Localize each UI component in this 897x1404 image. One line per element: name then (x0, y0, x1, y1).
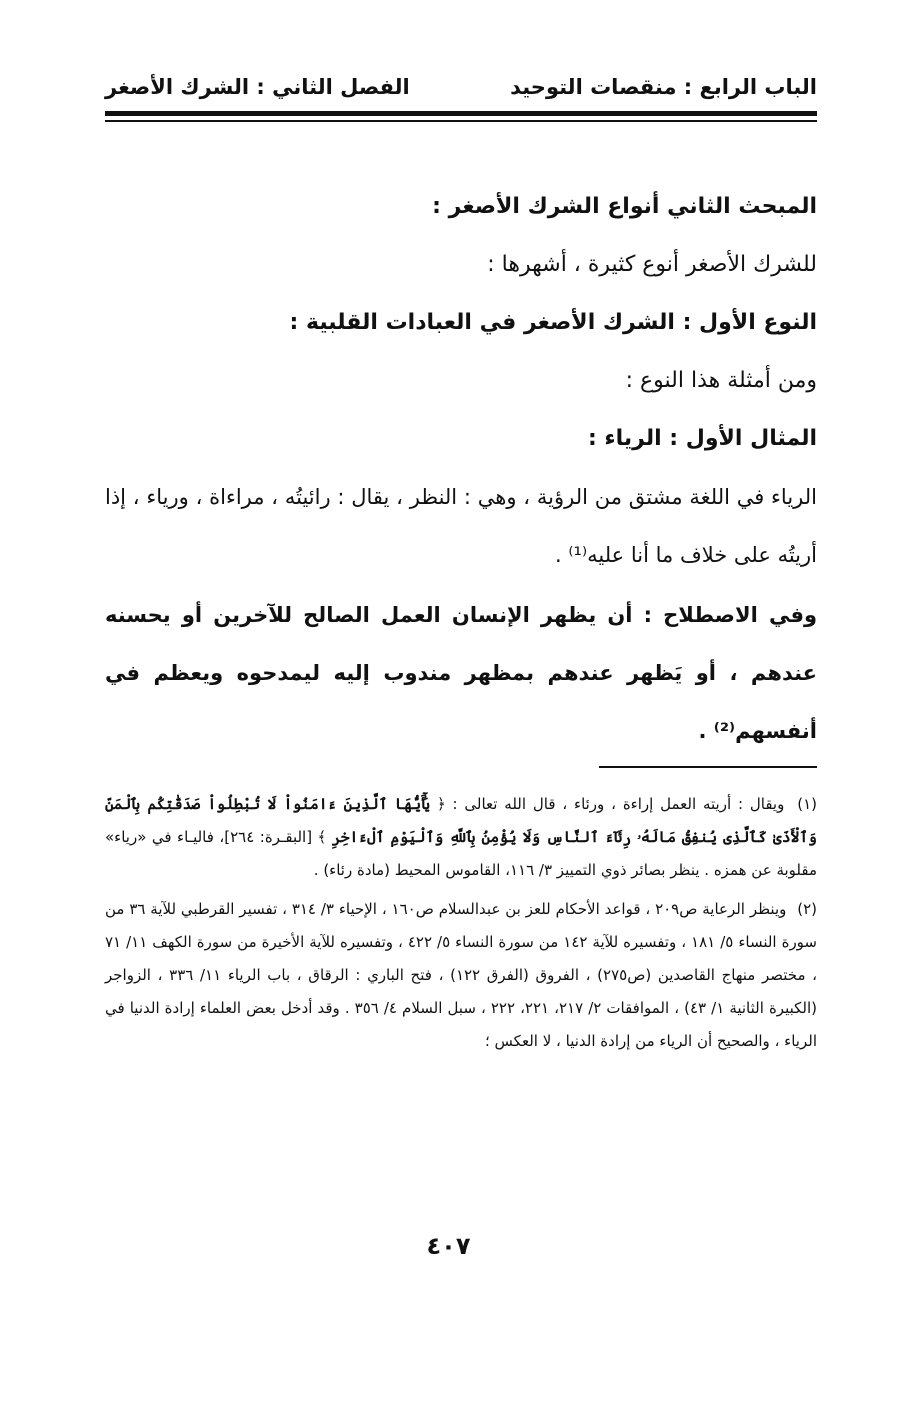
footnote-separator (599, 766, 817, 768)
section-heading: المبحث الثاني أنواع الشرك الأصغر : (432, 194, 817, 219)
header-chapter-title: الباب الرابع : منقصات التوحيد (510, 75, 817, 99)
footnotes (105, 788, 817, 1064)
example-one-heading: المثال الأول : الرياء : (587, 426, 817, 451)
header-section-title: الفصل الثاني : الشرك الأصغر (105, 75, 410, 99)
footnote-text: وينظر الرعاية ص٢٠٩ ، قواعد الأحكام للعز بن عبدالسلام ص١٦٠ ، الإحياء ٣/ ٣١٤ ، تفسير القرطبي للآية ٣٦ من سورة النساء ٥/ ١٨١ ، وتفسيره للآية ١٤٢ من سورة النساء ٥/ ٤٢٢ ، وتفسيره للآية الأخيرة من سورة الكهف ١١/ ٧١ ، مختصر منهاج القاصدين (ص٢٧٥) ، الفروق (الفرق ١٢٢) ، فتح الباري : الرقاق ، باب الرياء ١١/ ٣٣٦ ، الزواجر (الكبيرة الثانية ١/ ٤٣) ، الموافقات ٢/ ٢١٧، ٢٢١، ٢٢٢ ، سبل السلام ٤/ ٣٥٦ . وقد أدخل بعض العلماء إرادة الدنيا في الرياء ، والصحيح أن الرياء من إرادة الدنيا ، لا العكس ؛ (105, 900, 818, 1050)
main-text (105, 178, 817, 760)
linguistic-definition: الرياء في اللغة مشتق من الرؤية ، وهي : النظر ، يقال : رائيتُه ، مراءاة ، ورياء ، إذا أريتُه على خلاف ما أنا عليه⁽¹⁾ . (105, 485, 817, 567)
footnote-number: (١) (797, 795, 817, 813)
footnote-1 (105, 788, 817, 887)
footnote-number: (٢) (797, 900, 817, 918)
header-rule-thin (105, 120, 817, 122)
running-header (105, 70, 817, 104)
footnote-text: ﴾ [البقـرة: ٢٦٤]، فاليـاء في «رياء» مقلوبة عن همزه . ينظر بصائر ذوي التمييز ٣/ ١١٦، القاموس المحيط (مادة رئاء) . (105, 828, 817, 879)
page-number: ٤٠٧ (426, 1232, 471, 1260)
footnote-text: ويقال : أريته العمل إراءة ، ورئاء ، قال الله تعالى : ﴿ (436, 795, 785, 813)
header-rule-thick (105, 111, 817, 116)
type-one-heading: النوع الأول : الشرك الأصغر في العبادات القلبية : (289, 310, 817, 335)
technical-definition: وفي الاصطلاح : أن يظهر الإنسان العمل الصالح للآخرين أو يحسنه عندهم ، أو يَظهر عندهم بمظهر مندوب إليه ليمدحوه ويعظم في أنفسهم⁽²⁾ . (105, 603, 817, 743)
examples-intro: ومن أمثلة هذا النوع : (625, 368, 817, 393)
intro-line: للشرك الأصغر أنوع كثيرة ، أشهرها : (487, 252, 817, 277)
footnote-2 (105, 893, 817, 1058)
quran-verse: يَٰٓأَيُّهَا ٱلَّذِينَ ءَامَنُواْ لَا تُبْطِلُواْ صَدَقَٰتِكُم بِٱلْمَنِّ وَٱلْأَذَىٰ كَٱلَّذِى يُنفِقُ مَالَهُۥ رِئَآءَ ٱلنَّاسِ وَلَا يُؤْمِنُ بِٱللَّهِ وَٱلْيَوْمِ ٱلْءَاخِرِ (105, 795, 817, 846)
